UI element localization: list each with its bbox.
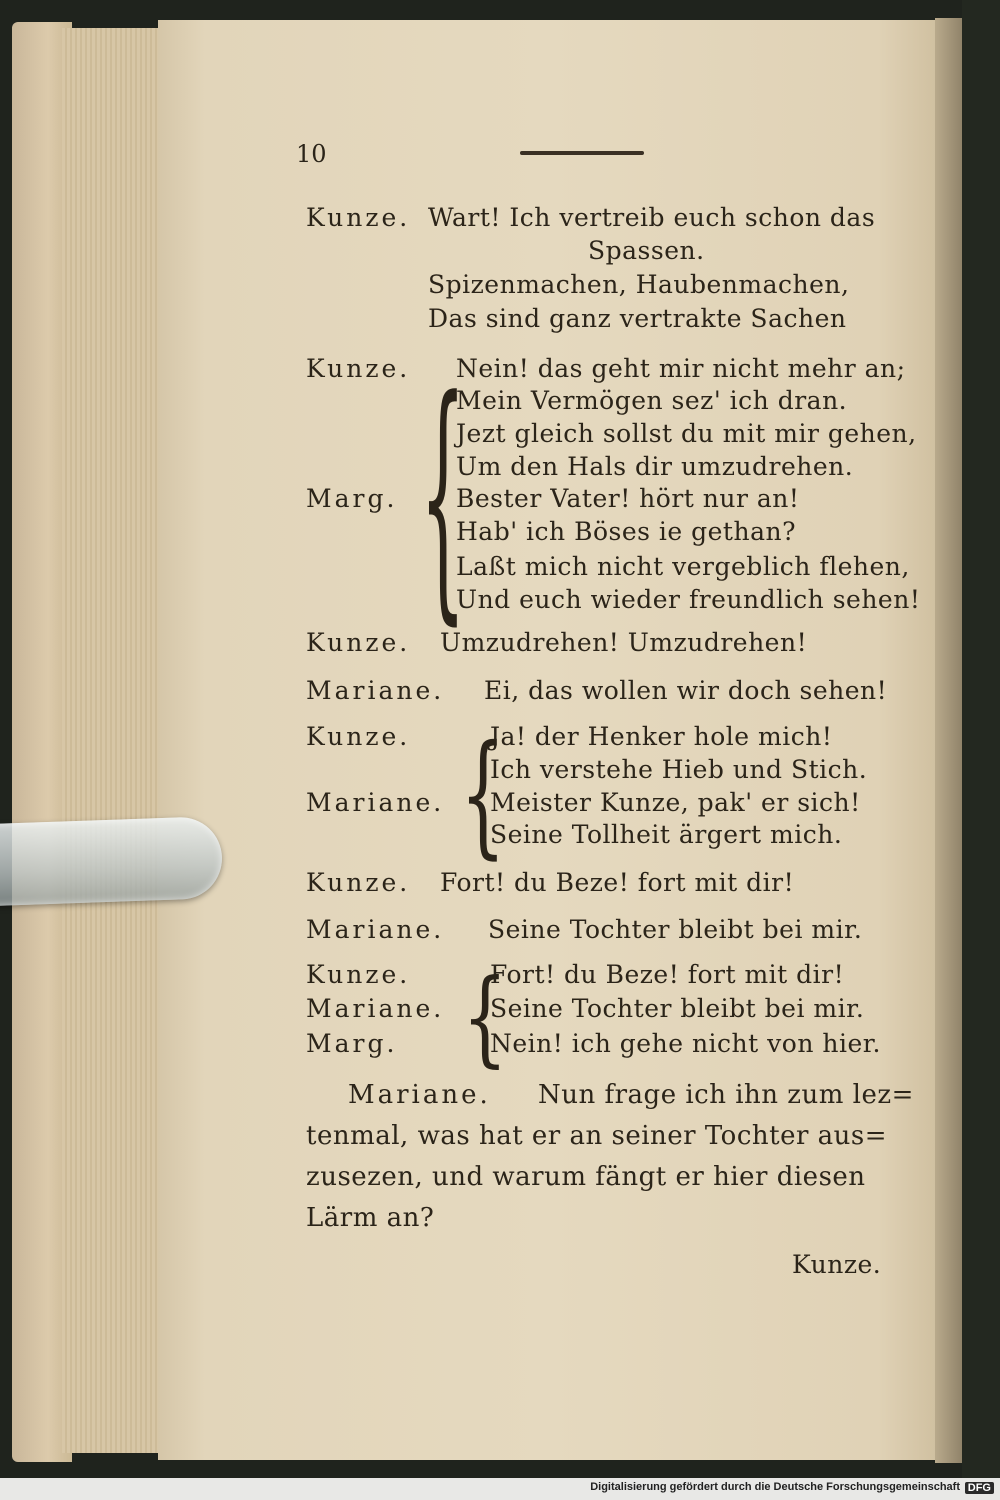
scan-border [962, 0, 1000, 1478]
prose-line: tenmal, was hat er an seiner Tochter aus= [306, 1121, 888, 1151]
verse-line: Das sind ganz vertrakte Sachen [428, 304, 847, 333]
catchword: Kunze. [792, 1250, 882, 1279]
verse-line: Umzudrehen! Umzudrehen! [440, 628, 808, 657]
verse-line: Bester Vater! hört nur an! [456, 484, 800, 513]
verse-line: Spizenmachen, Haubenmachen, [428, 270, 850, 299]
speaker-label: Kunze. [306, 628, 411, 657]
speaker-label: Marg. [306, 1029, 398, 1058]
verse-line: Fort! du Beze! fort mit dir! [490, 960, 845, 989]
verse-line: Laßt mich nicht vergeblich flehen, [456, 552, 910, 581]
verse-line: Spassen. [588, 236, 705, 265]
brace: { [462, 956, 508, 1078]
page-number: 10 [296, 140, 327, 168]
speaker-label: Marg. [306, 484, 398, 513]
verse-line: Seine Tollheit ärgert mich. [490, 820, 843, 849]
page-stack [62, 28, 172, 1453]
footer-credit: Digitalisierung gefördert durch die Deutsche Forschungsgemeinschaft [590, 1481, 960, 1493]
speaker-label: Mariane. [306, 788, 445, 817]
dfg-logo: DFG [965, 1482, 994, 1494]
verse-line: Wart! Ich vertreib euch schon das [428, 203, 876, 232]
footer-bar [0, 1478, 1000, 1500]
page-clip [0, 816, 223, 906]
brace: { [460, 716, 506, 872]
verse-line: Mein Vermögen sez' ich dran. [456, 386, 848, 415]
speaker-label: Mariane. [306, 994, 445, 1023]
verse-line: Seine Tochter bleibt bei mir. [490, 994, 865, 1023]
prose-line: Lärm an? [306, 1203, 435, 1233]
verse-line: Ich verstehe Hieb und Stich. [490, 755, 868, 784]
verse-line: Fort! du Beze! fort mit dir! [440, 868, 795, 897]
speaker-label: Mariane. [306, 676, 445, 705]
brace: { [420, 344, 466, 647]
speaker-label: Kunze. [306, 868, 411, 897]
speaker-label: Kunze. [306, 960, 411, 989]
verse-line: Meister Kunze, pak' er sich! [490, 788, 861, 817]
header-rule [520, 151, 644, 155]
verse-line: Um den Hals dir umzudrehen. [456, 452, 854, 481]
verse-line: Jezt gleich sollst du mit mir gehen, [456, 419, 917, 448]
speaker-label: Mariane. [306, 915, 445, 944]
verse-line: Und euch wieder freundlich sehen! [456, 585, 921, 614]
speaker-label: Kunze. [306, 722, 411, 751]
verse-line: Nein! das geht mir nicht mehr an; [456, 354, 906, 383]
speaker-label: Mariane. [348, 1080, 491, 1110]
prose-line: Nun frage ich ihn zum lez= [538, 1080, 914, 1110]
verse-line: Ei, das wollen wir doch sehen! [484, 676, 888, 705]
verse-line: Ja! der Henker hole mich! [490, 722, 833, 751]
verse-line: Hab' ich Böses ie gethan? [456, 517, 796, 546]
prose-line: zusezen, und warum fängt er hier diesen [306, 1162, 866, 1192]
book-right-edge [935, 18, 965, 1463]
speaker-label: Kunze. [306, 354, 411, 383]
speaker-label: Kunze. [306, 203, 411, 232]
verse-line: Nein! ich gehe nicht von hier. [490, 1029, 881, 1058]
verse-line: Seine Tochter bleibt bei mir. [488, 915, 863, 944]
